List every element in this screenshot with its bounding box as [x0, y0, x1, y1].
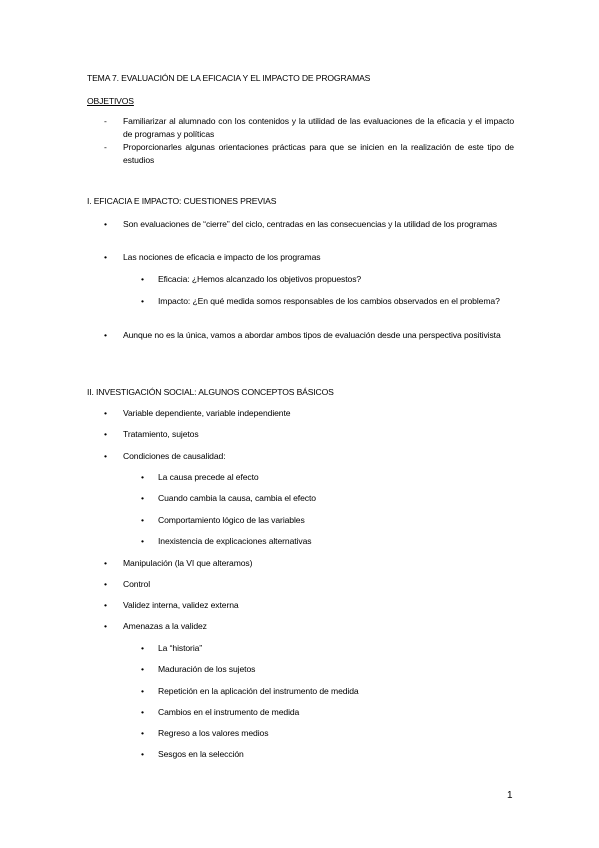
section1-heading: I. EFICACIA E IMPACTO: CUESTIONES PREVIAS	[87, 196, 277, 206]
bullet-icon: •	[141, 274, 144, 284]
sub-list-item	[141, 685, 514, 698]
bullet-icon: •	[141, 749, 144, 759]
sub-list-item-text: Eficacia: ¿Hemos alcanzado los objetivos propuestos?	[158, 274, 362, 284]
dash-marker: -	[104, 116, 107, 126]
sub-list-item	[141, 727, 514, 740]
sub-list-item-text: Regreso a los valores medios	[158, 728, 269, 738]
objetivo-text: Familiarizar al alumnado con los contenidos y la utilidad de las evaluaciones de la eficacia y el impacto de programas y políticas	[123, 116, 514, 139]
sub-list-item-text: Cambios en el instrumento de medida	[158, 707, 300, 717]
sub-list-item-text: La “historia”	[158, 643, 203, 653]
list-item	[104, 599, 514, 612]
list-item-text: Control	[123, 579, 151, 589]
sub-list-item	[141, 471, 514, 484]
bullet-icon: •	[141, 686, 144, 696]
list-item-text: Condiciones de causalidad:	[123, 451, 226, 461]
list-item-text: Aunque no es la única, vamos a abordar ambos tipos de evaluación desde una perspectiva positivista	[123, 330, 501, 340]
bullet-icon: •	[104, 330, 107, 340]
bullet-icon: •	[141, 707, 144, 717]
list-item-text: Son evaluaciones de “cierre” del ciclo, centradas en las consecuencias y la utilidad de los programas	[123, 219, 497, 229]
bullet-icon: •	[104, 451, 107, 461]
list-item-text: Validez interna, validez externa	[123, 600, 239, 610]
sub-list-item-text: Sesgos en la selección	[158, 749, 244, 759]
list-item	[104, 428, 514, 441]
list-item	[104, 251, 514, 264]
sub-list-item-text: Comportamiento lógico de las variables	[158, 515, 305, 525]
bullet-icon: •	[141, 296, 144, 306]
sub-list-item	[141, 492, 514, 505]
sub-list-item	[141, 273, 514, 286]
sub-list-item	[141, 748, 514, 761]
bullet-icon: •	[141, 728, 144, 738]
objetivo-item	[104, 141, 514, 167]
bullet-icon: •	[141, 493, 144, 503]
list-item-text: Variable dependiente, variable independiente	[123, 408, 291, 418]
list-item-text: Las nociones de eficacia e impacto de los programas	[123, 252, 321, 262]
bullet-icon: •	[104, 252, 107, 262]
list-item	[104, 557, 514, 570]
objetivo-item	[104, 115, 514, 141]
sub-list-item-text: Impacto: ¿En qué medida somos responsables de los cambios observados en el problema?	[158, 296, 500, 306]
sub-list-item-text: Inexistencia de explicaciones alternativas	[158, 536, 312, 546]
list-item	[104, 578, 514, 591]
bullet-icon: •	[141, 643, 144, 653]
sub-list-item-text: La causa precede al efecto	[158, 472, 259, 482]
sub-list-item	[141, 663, 514, 676]
bullet-icon: •	[104, 219, 107, 229]
sub-list-item-text: Repetición en la aplicación del instrumento de medida	[158, 686, 359, 696]
sub-list-item	[141, 535, 514, 548]
bullet-icon: •	[141, 472, 144, 482]
sub-list-item-text: Maduración de los sujetos	[158, 664, 256, 674]
bullet-icon: •	[141, 664, 144, 674]
list-item	[104, 218, 514, 231]
section2-heading: II. INVESTIGACIÓN SOCIAL: ALGUNOS CONCEPTOS BÁSICOS	[87, 387, 334, 397]
sub-list-item	[141, 514, 514, 527]
sub-list-item-text: Cuando cambia la causa, cambia el efecto	[158, 493, 316, 503]
objetivos-heading: OBJETIVOS	[87, 96, 134, 106]
bullet-icon: •	[104, 558, 107, 568]
bullet-icon: •	[104, 579, 107, 589]
dash-marker: -	[104, 142, 107, 152]
bullet-icon: •	[104, 621, 107, 631]
objetivo-text: Proporcionarles algunas orientaciones prácticas para que se inicien en la realización de este tipo de estudios	[123, 142, 514, 165]
list-item-text: Tratamiento, sujetos	[123, 429, 199, 439]
list-item	[104, 450, 514, 463]
list-item	[104, 407, 514, 420]
document-title: TEMA 7. EVALUACIÓN DE LA EFICACIA Y EL IMPACTO DE PROGRAMAS	[87, 73, 371, 83]
list-item	[104, 329, 514, 342]
list-item-text: Amenazas a la validez	[123, 621, 207, 631]
list-item-text: Manipulación (la VI que alteramos)	[123, 558, 253, 568]
list-item	[104, 620, 514, 633]
bullet-icon: •	[104, 408, 107, 418]
page-number: 1	[507, 790, 513, 801]
sub-list-item	[141, 295, 514, 308]
bullet-icon: •	[141, 536, 144, 546]
sub-list-item	[141, 706, 514, 719]
bullet-icon: •	[104, 429, 107, 439]
bullet-icon: •	[141, 515, 144, 525]
sub-list-item	[141, 642, 514, 655]
bullet-icon: •	[104, 600, 107, 610]
